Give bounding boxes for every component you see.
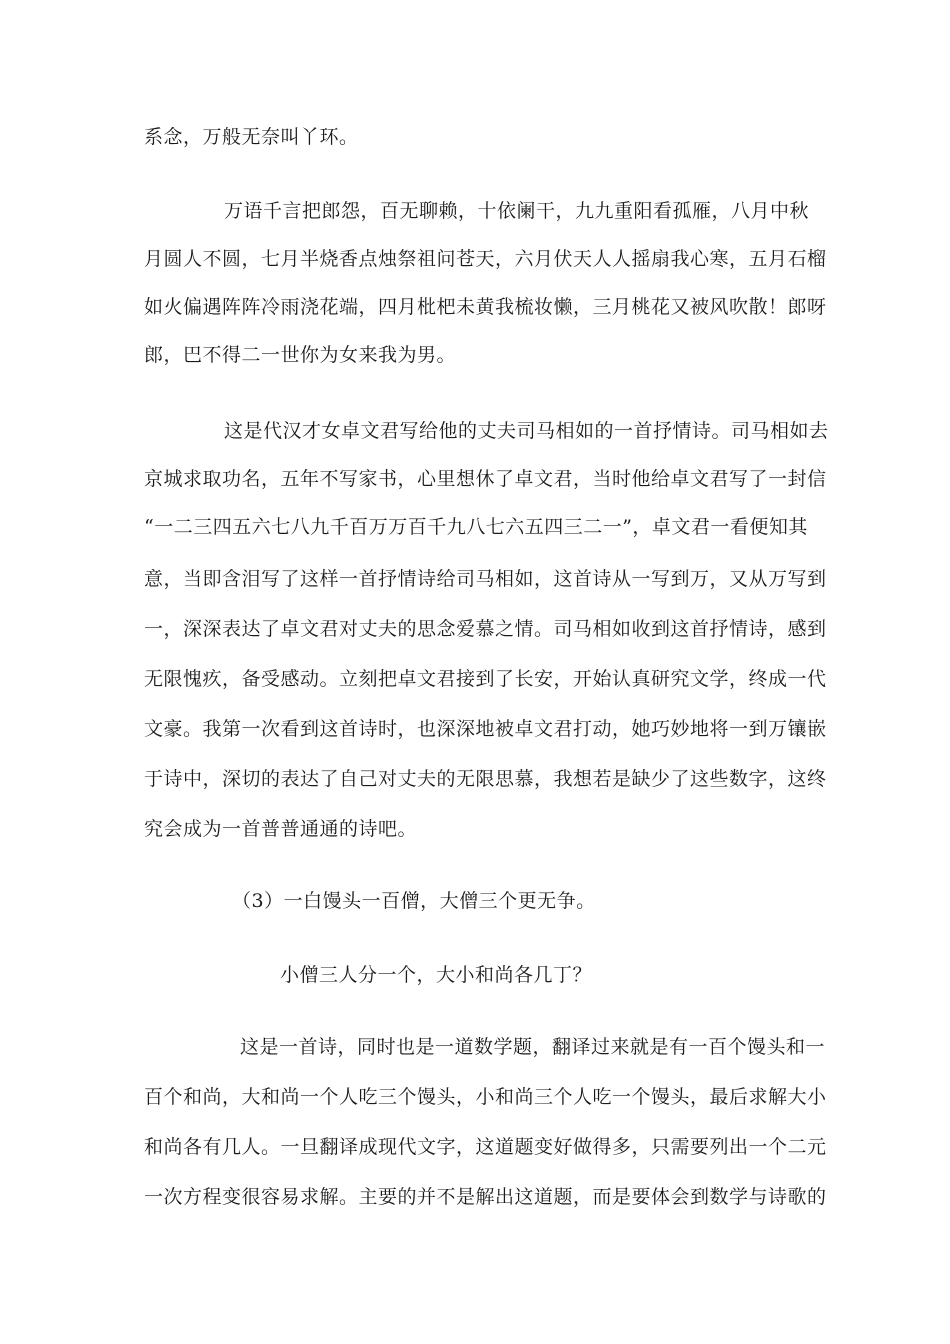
text-line: 文豪。我第一次看到这首诗时，也深深地被卓文君打动，她巧妙地将一到万镶嵌 <box>144 718 827 740</box>
text-line: 究会成为一首普普通通的诗吧。 <box>144 818 418 840</box>
text-line: 月圆人不圆，七月半烧香点烛祭祖问苍天，六月伏天人人摇扇我心寒，五月石榴 <box>144 248 827 270</box>
text-line: 这是代汉才女卓文君写给他的丈夫司马相如的一首抒情诗。司马相如去 <box>224 420 829 442</box>
text-line: 郎，巴不得二一世你为女来我为男。 <box>144 344 457 366</box>
text-line: 一，深深表达了卓文君对丈夫的思念爱慕之情。司马相如收到这首抒情诗，感到 <box>144 618 827 640</box>
text-line: 一次方程变很容易求解。主要的并不是解出这道题，而是要体会到数学与诗歌的 <box>144 1186 827 1208</box>
text-line: 意，当即含泪写了这样一首抒情诗给司马相如，这首诗从一写到万，又从万写到 <box>144 568 827 590</box>
text-line: 无限愧疚，备受感动。立刻把卓文君接到了长安，开始认真研究文学，终成一代 <box>144 668 827 690</box>
text-line: 系念，万般无奈叫丫环。 <box>144 126 359 148</box>
text-line: 于诗中，深切的表达了自己对丈夫的无限思慕，我想若是缺少了这些数字，这终 <box>144 768 827 790</box>
text-line: “一二三四五六七八九千百万万百千九八七六五四三二一”，卓文君一看便知其 <box>144 516 808 538</box>
text-line: 小僧三人分一个，大小和尚各几丁？ <box>280 964 593 986</box>
text-line: 百个和尚，大和尚一个人吃三个馒头，小和尚三个人吃一个馒头，最后求解大小 <box>144 1086 827 1108</box>
text-line: 京城求取功名，五年不写家书，心里想休了卓文君，当时他给卓文君写了一封信 <box>144 468 827 490</box>
text-line: （3）一白馒头一百僧，大僧三个更无争。 <box>232 890 596 912</box>
text-line: 万语千言把郎怨，百无聊赖，十依阑干，九九重阳看孤雁，八月中秋 <box>224 200 810 222</box>
text-line: 如火偏遇阵阵冷雨浇花端，四月枇杷未黄我梳妆懒，三月桃花又被风吹散！郎呀 <box>144 296 827 318</box>
text-line: 这是一首诗，同时也是一道数学题，翻译过来就是有一百个馒头和一 <box>240 1036 826 1058</box>
text-line: 和尚各有几人。一旦翻译成现代文字，这道题变好做得多，只需要列出一个二元 <box>144 1136 827 1158</box>
